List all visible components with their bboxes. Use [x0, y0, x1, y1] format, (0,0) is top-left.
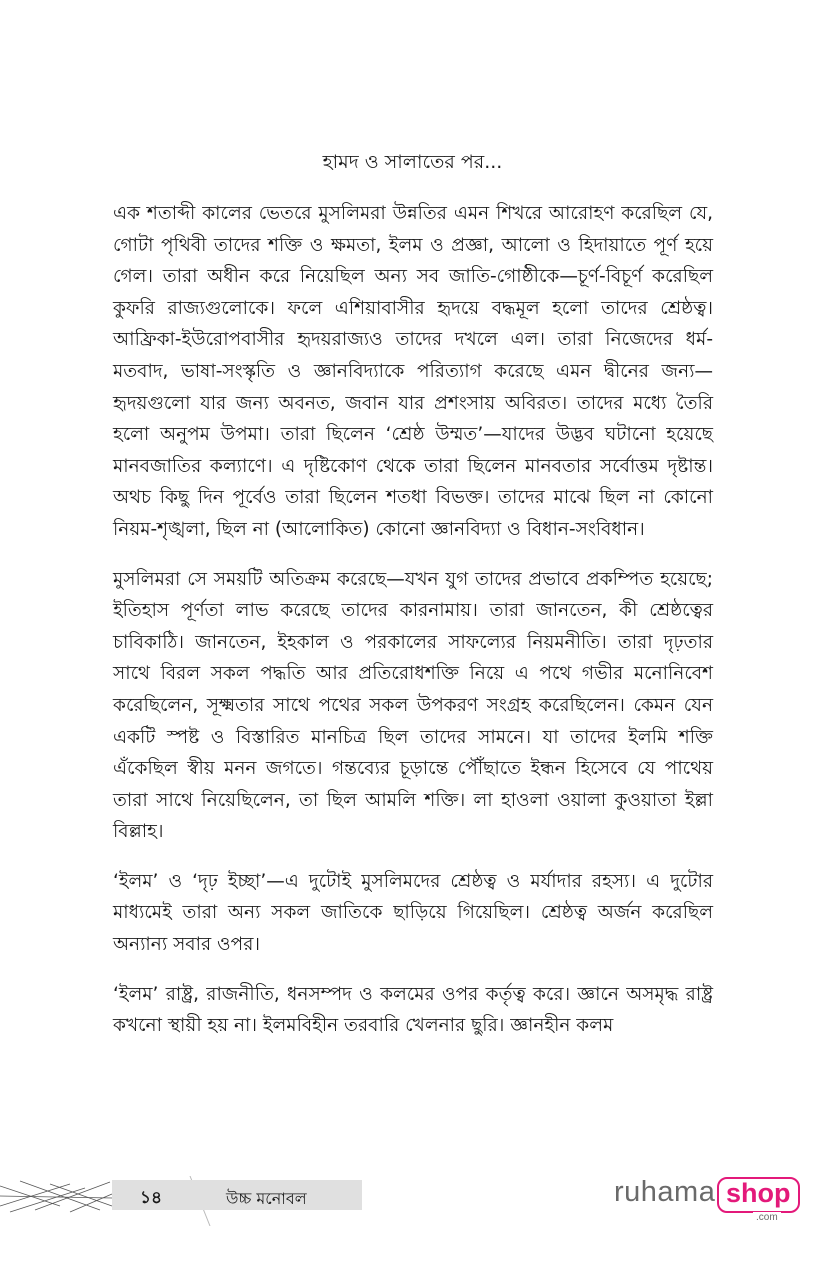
paragraph: ‘ইলম’ ও ‘দৃঢ় ইচ্ছা’—এ দুটোই মুসলিমদের শ্রেষ্ঠত্ব ও মর্যাদার রহস্য। এ দুটোর মাধ্যমেই তারা অন্য সকল জাতিকে ছাড়িয়ে গিয়েছিল। শ্রেষ্ঠত্ব অর্জন করেছিল অন্যান্য সবার ওপর। [113, 870, 713, 956]
logo-text-accent: shop [717, 1177, 800, 1213]
logo-text-suffix: .com [753, 1212, 781, 1223]
book-title: উচ্চ মনোবল [226, 1189, 307, 1208]
paragraph: মুসলিমরা সে সময়টি অতিক্রম করেছে—যখন যুগ তাদের প্রভাবে প্রকম্পিত হয়েছে; ইতিহাস পূর্ণতা লাভ করেছে তাদের কারনামায়। তারা জানতেন, কী শ্রেষ্ঠত্বের চাবিকাঠি। জানতেন, ইহকাল ও পরকালের সাফল্যের নিয়মনীতি। তারা দৃঢ়তার সাথে বিরল সকল পদ্ধতি আর প্রতিরোধশক্তি নিয়ে এ পথে গভীর মনোনিবেশ করেছিলেন, সূক্ষ্মতার সাথে পথের সকল উপকরণ সংগ্রহ করেছিলেন। কেমন যেন একটি স্পষ্ট ও বিস্তারিত মানচিত্র ছিল তাদের সামনে। যা তাদের ইলমি শক্তি এঁকেছিল স্বীয় মনন জগতে। গন্তব্যের চূড়ান্তে পৌঁছাতে ইন্ধন হিসেবে যে পাথেয় তারা সাথে নিয়েছিলেন, তা ছিল আমলি শক্তি। লা হাওলা ওয়ালা কুওয়াতা ইল্লা বিল্লাহ। [113, 568, 713, 843]
page-number: ১৪ [140, 1188, 163, 1208]
logo-text-primary: ruhama [614, 1176, 716, 1208]
paragraph: ‘ইলম’ রাষ্ট্র, রাজনীতি, ধনসম্পদ ও কলমের ওপর কর্তৃত্ব করে। জ্ঞানে অসমৃদ্ধ রাষ্ট্র কখনো স্থায়ী হয় না। ইলমবিহীন তরবারি খেলনার ছুরি। জ্ঞানহীন কলম [113, 983, 713, 1037]
body-text [113, 198, 713, 1060]
section-heading: হামদ ও সালাতের পর... [322, 151, 503, 173]
paragraph: এক শতাব্দী কালের ভেতরে মুসলিমরা উন্নতির এমন শিখরে আরোহণ করেছিল যে, গোটা পৃথিবী তাদের শক্তি ও ক্ষমতা, ইলম ও প্রজ্ঞা, আলো ও হিদায়াতে পূর্ণ হয়ে গেল। তারা অধীন করে নিয়েছিল অন্য সব জাতি-গোষ্ঠীকে—চূর্ণ-বিচূর্ণ করেছিল কুফরি রাজ্যগুলোকে। ফলে এশিয়াবাসীর হৃদয়ে বদ্ধমূল হলো তাদের শ্রেষ্ঠত্ব। আফ্রিকা-ইউরোপবাসীর হৃদয়রাজ্যও তাদের দখলে এল। তারা নিজেদের ধর্ম-মতবাদ, ভাষা-সংস্কৃতি ও জ্ঞানবিদ্যাকে পরিত্যাগ করেছে এমন দ্বীনের জন্য—হৃদয়গুলো যার জন্য অবনত, জবান যার প্রশংসায় অবিরত। তাদের মধ্যে তৈরি হলো অনুপম উপমা। তারা ছিলেন ‘শ্রেষ্ঠ উম্মত’—যাদের উদ্ভব ঘটানো হয়েছে মানবজাতির কল্যাণে। এ দৃষ্টিকোণ থেকে তারা ছিলেন মানবতার সর্বোত্তম দৃষ্টান্ত। অথচ কিছু দিন পূর্বেও তারা ছিলেন শতধা বিভক্ত। তাদের মাঝে ছিল না কোনো নিয়ম-শৃঙ্খলা, ছিল না (আলোকিত) কোনো জ্ঞানবিদ্যা ও বিধান-সংবিধান। [113, 203, 713, 540]
page-footer [0, 1176, 825, 1226]
